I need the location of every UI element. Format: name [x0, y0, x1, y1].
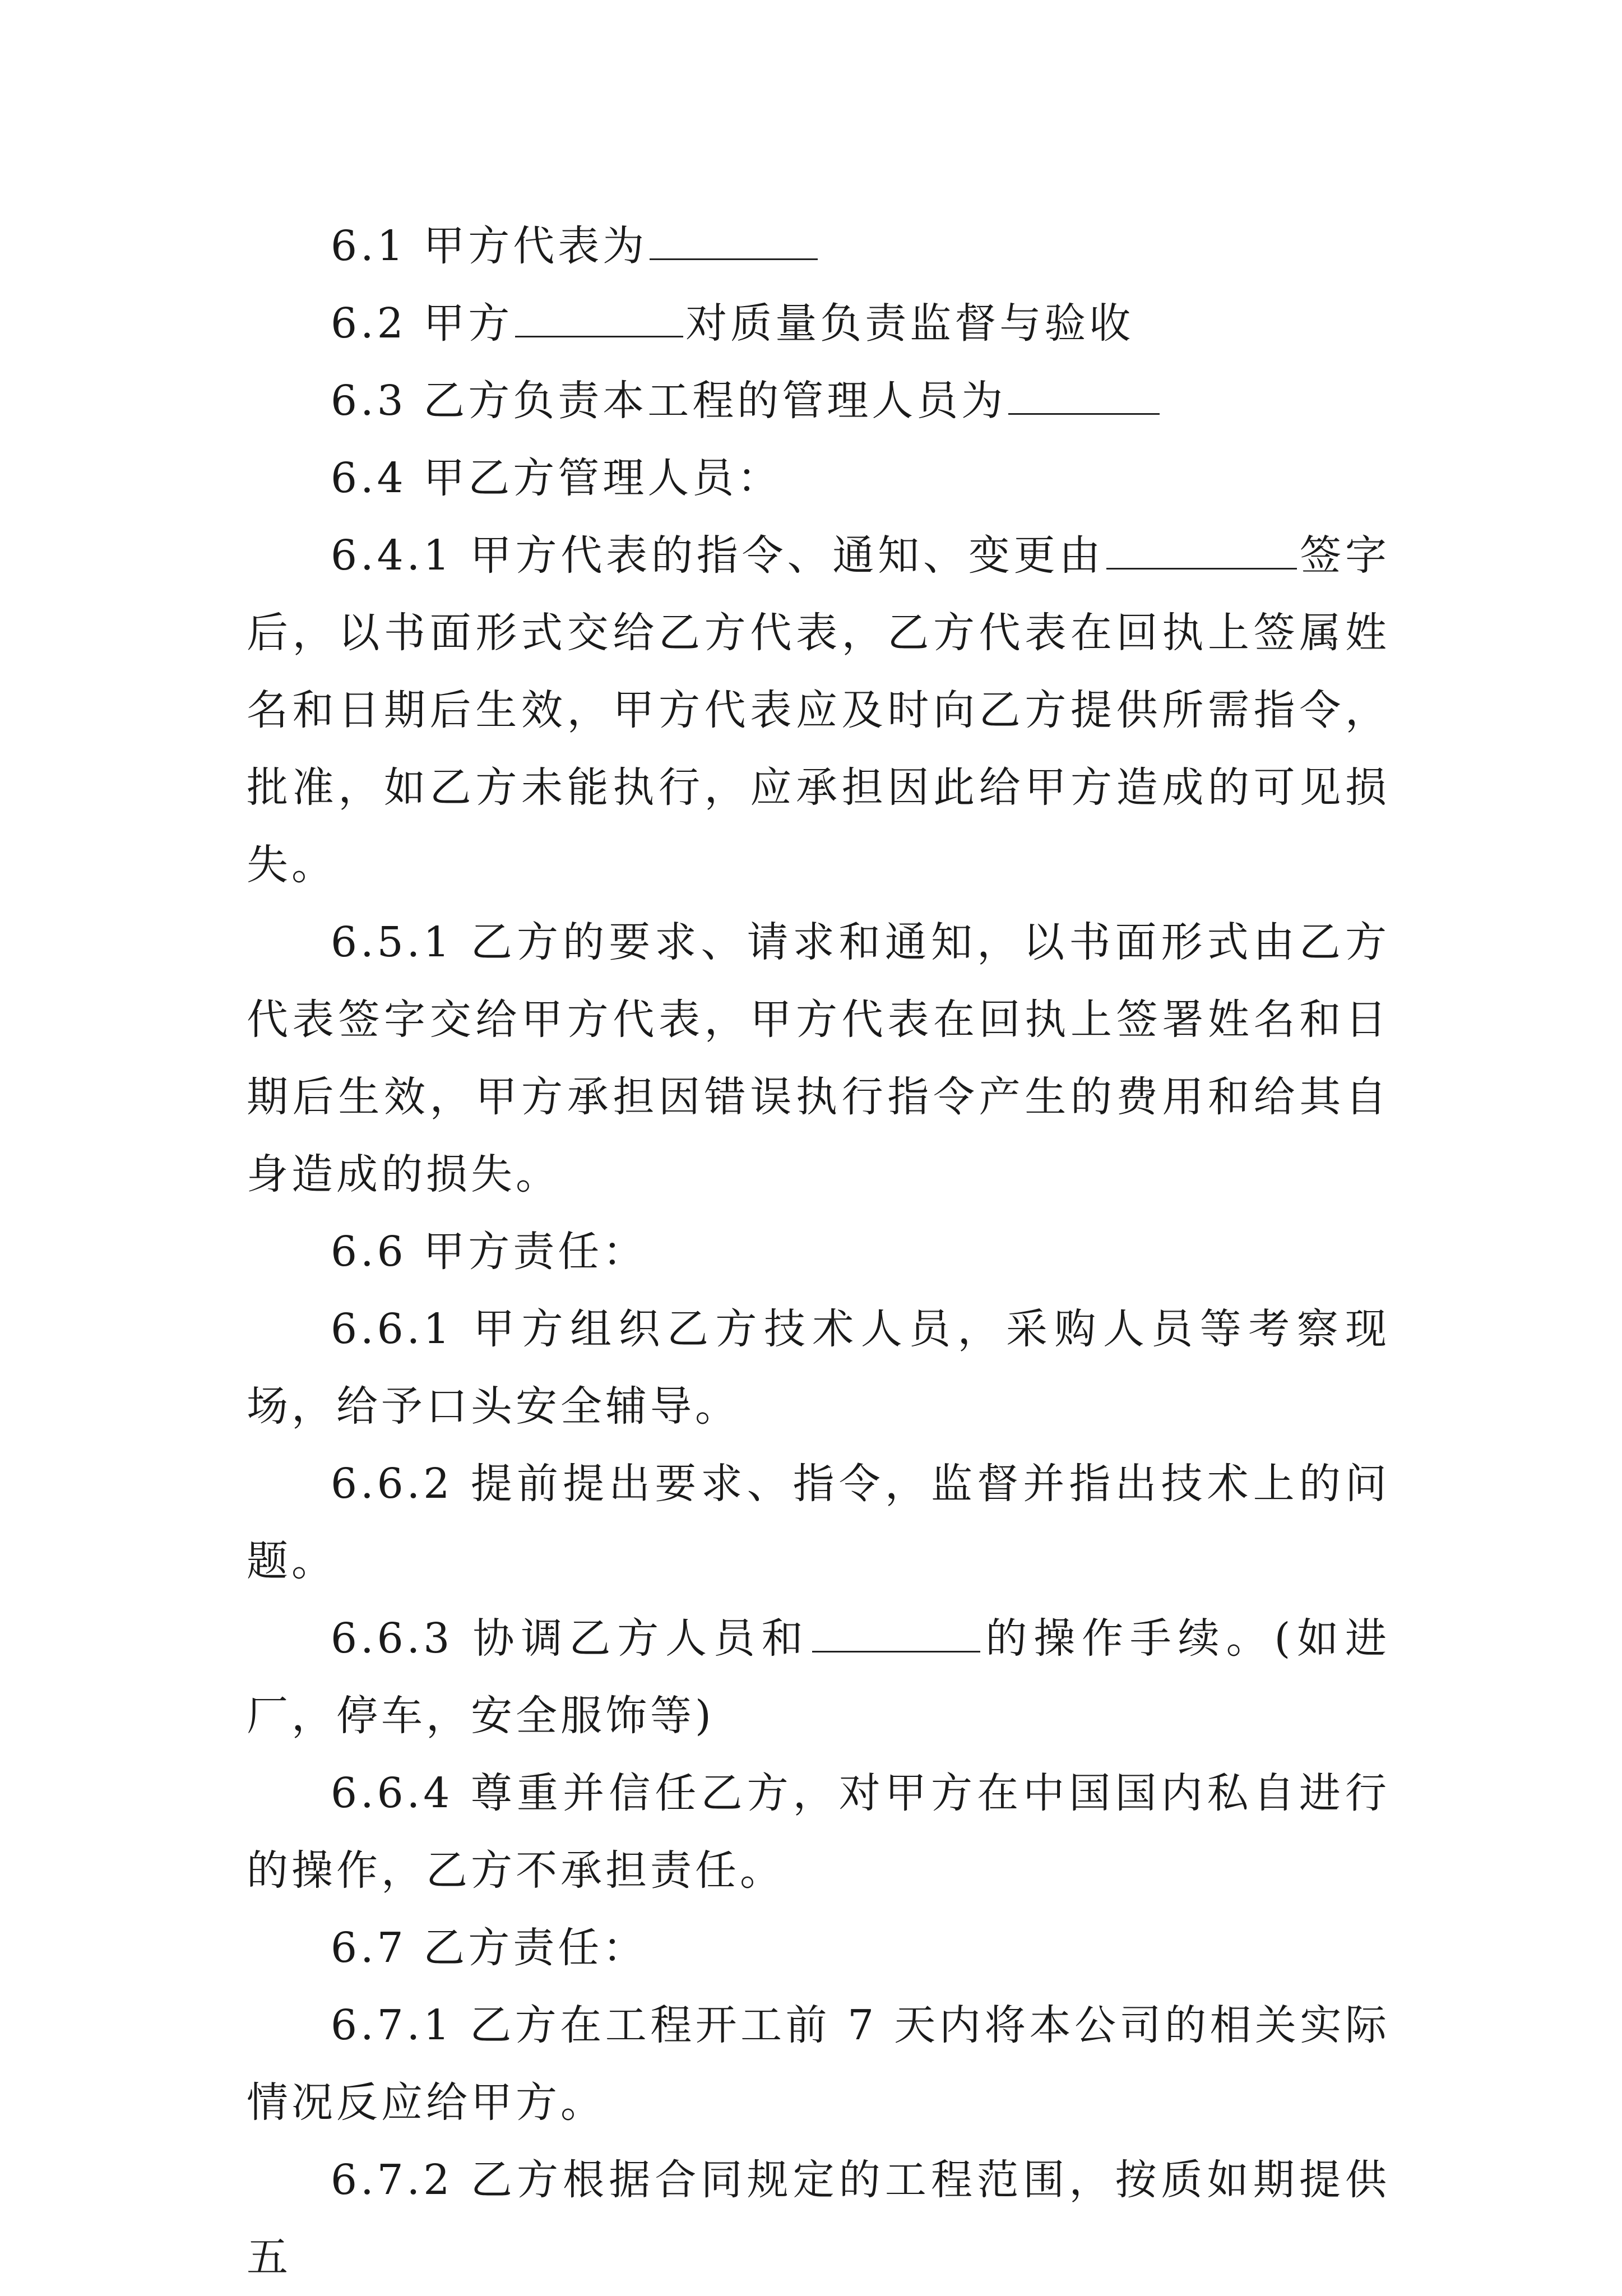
clause-text: 6.1 甲方代表为	[331, 222, 648, 270]
clause-6-7-2: 6.7.2 乙方根据合同规定的工程范围，按质如期提供五	[247, 2156, 1390, 2281]
fill-blank	[515, 302, 683, 337]
clause-text: 对质量负责监督与验收	[685, 299, 1134, 348]
clause-6-7-1: 6.7.1 乙方在工程开工前 7 天内将本公司的相关实际情况反应给甲方。	[247, 2001, 1390, 2127]
clause-6-6-2: 6.6.2 提前提出要求、指令，监督并指出技术上的问题。	[247, 1460, 1390, 1585]
clause-6-7: 6.7 乙方责任：	[331, 1924, 648, 1972]
clause-6-6: 6.6 甲方责任：	[331, 1228, 648, 1276]
clause-6-5-1: 6.5.1 乙方的要求、请求和通知，以书面形式由乙方代表签字交给甲方代表，甲方代表在回执上签署姓名和日期后生效，甲方承担因错误执行指令产生的费用和给其自身造成的损失。	[247, 918, 1390, 1198]
clause-6-6-1: 6.6.1 甲方组织乙方技术人员，采购人员等考察现场，给予口头安全辅导。	[247, 1305, 1390, 1431]
clause-text: 6.2 甲方	[331, 299, 513, 348]
clause-6-1	[247, 207, 1390, 285]
fill-blank	[812, 1617, 980, 1652]
clause-6-3	[247, 362, 1390, 439]
clause-text: 6.6.3 协调乙方人员和	[331, 1614, 810, 1663]
clause-text: 的操作手续。(如进厂，停车，安全服饰等)	[247, 1614, 1390, 1740]
clause-6-2	[247, 285, 1390, 362]
fill-blank	[650, 225, 818, 260]
clause-6-4: 6.4 甲乙方管理人员：	[331, 454, 782, 502]
clause-6-6-4: 6.6.4 尊重并信任乙方，对甲方在中国国内私自进行的操作，乙方不承担责任。	[247, 1769, 1390, 1895]
fill-blank	[1008, 379, 1160, 415]
clause-text: 6.4.1 甲方代表的指令、通知、变更由	[331, 531, 1105, 580]
clause-6-6-3	[247, 1600, 1390, 1755]
document-body	[247, 207, 1390, 2296]
clause-6-4-1	[247, 517, 1390, 904]
clause-text: 6.3 乙方负责本工程的管理人员为	[331, 377, 1007, 425]
clause-text: 签字后，以书面形式交给乙方代表，乙方代表在回执上签属姓名和日期后生效，甲方代表应及时向乙方提供所需指令，批准，如乙方未能执行，应承担因此给甲方造成的可见损失。	[247, 531, 1390, 889]
fill-blank	[1106, 534, 1297, 570]
